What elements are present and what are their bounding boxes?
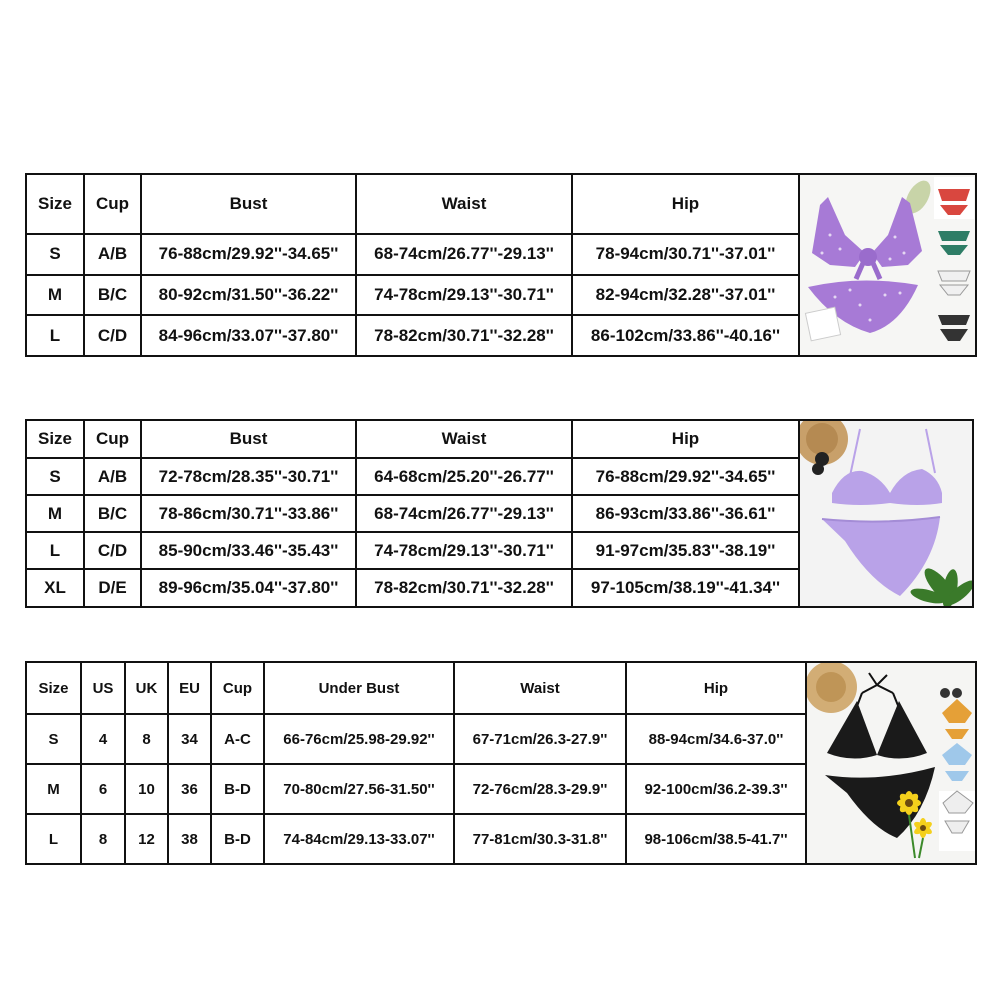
cell-hip: 82-94cm/32.28''-37.01'' [572, 275, 799, 316]
cell-hip: 92-100cm/36.2-39.3'' [626, 764, 806, 814]
cell-hip: 86-102cm/33.86''-40.16'' [572, 315, 799, 356]
header-us: US [81, 662, 125, 714]
cell-bust: 76-88cm/29.92''-34.65'' [141, 234, 356, 275]
cell-size: S [26, 234, 84, 275]
cell-cup: C/D [84, 315, 141, 356]
cell-uk: 8 [125, 714, 168, 764]
table-header-row [26, 174, 976, 234]
cell-under-bust: 66-76cm/25.98-29.92'' [264, 714, 454, 764]
header-size: Size [26, 174, 84, 234]
cell-under-bust: 74-84cm/29.13-33.07'' [264, 814, 454, 864]
cell-hip: 97-105cm/38.19''-41.34'' [572, 569, 799, 607]
header-under-bust: Under Bust [264, 662, 454, 714]
cell-waist: 64-68cm/25.20''-26.77'' [356, 458, 572, 495]
size-table-3 [25, 661, 977, 865]
cell-waist: 68-74cm/26.77''-29.13'' [356, 495, 572, 532]
size-table-2 [25, 419, 974, 608]
cell-cup: B-D [211, 814, 264, 864]
header-cup: Cup [211, 662, 264, 714]
header-size: Size [26, 420, 84, 458]
cell-cup: A-C [211, 714, 264, 764]
cell-waist: 74-78cm/29.13''-30.71'' [356, 532, 572, 569]
product-image-3 [806, 662, 976, 864]
cell-waist: 78-82cm/30.71''-32.28'' [356, 569, 572, 607]
cell-cup: A/B [84, 234, 141, 275]
cell-size: M [26, 495, 84, 532]
cell-size: S [26, 458, 84, 495]
cell-under-bust: 70-80cm/27.56-31.50'' [264, 764, 454, 814]
header-bust: Bust [141, 420, 356, 458]
cell-size: S [26, 714, 81, 764]
header-uk: UK [125, 662, 168, 714]
cell-size: M [26, 275, 84, 316]
product-image-1 [799, 174, 976, 356]
header-hip: Hip [572, 174, 799, 234]
header-size: Size [26, 662, 81, 714]
cell-us: 8 [81, 814, 125, 864]
cell-eu: 38 [168, 814, 211, 864]
black-bikini-illustration [807, 663, 976, 863]
header-bust: Bust [141, 174, 356, 234]
cell-bust: 89-96cm/35.04''-37.80'' [141, 569, 356, 607]
cell-hip: 76-88cm/29.92''-34.65'' [572, 458, 799, 495]
purple-bikini-illustration [800, 175, 975, 355]
cell-waist: 74-78cm/29.13''-30.71'' [356, 275, 572, 316]
cell-eu: 36 [168, 764, 211, 814]
header-waist: Waist [454, 662, 626, 714]
cell-hip: 88-94cm/34.6-37.0'' [626, 714, 806, 764]
cell-size: L [26, 814, 81, 864]
cell-bust: 80-92cm/31.50''-36.22'' [141, 275, 356, 316]
header-waist: Waist [356, 174, 572, 234]
cell-size: M [26, 764, 81, 814]
cell-cup: B/C [84, 495, 141, 532]
cell-bust: 84-96cm/33.07''-37.80'' [141, 315, 356, 356]
cell-hip: 98-106cm/38.5-41.7'' [626, 814, 806, 864]
cell-uk: 12 [125, 814, 168, 864]
cell-bust: 72-78cm/28.35''-30.71'' [141, 458, 356, 495]
cell-waist: 67-71cm/26.3-27.9'' [454, 714, 626, 764]
cell-eu: 34 [168, 714, 211, 764]
cell-waist: 72-76cm/28.3-29.9'' [454, 764, 626, 814]
cell-us: 6 [81, 764, 125, 814]
cell-size: L [26, 315, 84, 356]
cell-cup: A/B [84, 458, 141, 495]
lavender-bikini-illustration [800, 421, 972, 606]
header-cup: Cup [84, 174, 141, 234]
table-header-row [26, 662, 976, 714]
cell-waist: 77-81cm/30.3-31.8'' [454, 814, 626, 864]
header-hip: Hip [572, 420, 799, 458]
cell-cup: C/D [84, 532, 141, 569]
size-table-1 [25, 173, 977, 357]
product-image-2 [799, 420, 973, 607]
header-waist: Waist [356, 420, 572, 458]
cell-hip: 86-93cm/33.86''-36.61'' [572, 495, 799, 532]
cell-cup: D/E [84, 569, 141, 607]
cell-size: XL [26, 569, 84, 607]
header-cup: Cup [84, 420, 141, 458]
cell-hip: 78-94cm/30.71''-37.01'' [572, 234, 799, 275]
cell-hip: 91-97cm/35.83''-38.19'' [572, 532, 799, 569]
table-header-row [26, 420, 973, 458]
cell-bust: 78-86cm/30.71''-33.86'' [141, 495, 356, 532]
cell-waist: 78-82cm/30.71''-32.28'' [356, 315, 572, 356]
cell-waist: 68-74cm/26.77''-29.13'' [356, 234, 572, 275]
cell-uk: 10 [125, 764, 168, 814]
cell-size: L [26, 532, 84, 569]
cell-bust: 85-90cm/33.46''-35.43'' [141, 532, 356, 569]
header-eu: EU [168, 662, 211, 714]
cell-cup: B-D [211, 764, 264, 814]
header-hip: Hip [626, 662, 806, 714]
cell-cup: B/C [84, 275, 141, 316]
cell-us: 4 [81, 714, 125, 764]
